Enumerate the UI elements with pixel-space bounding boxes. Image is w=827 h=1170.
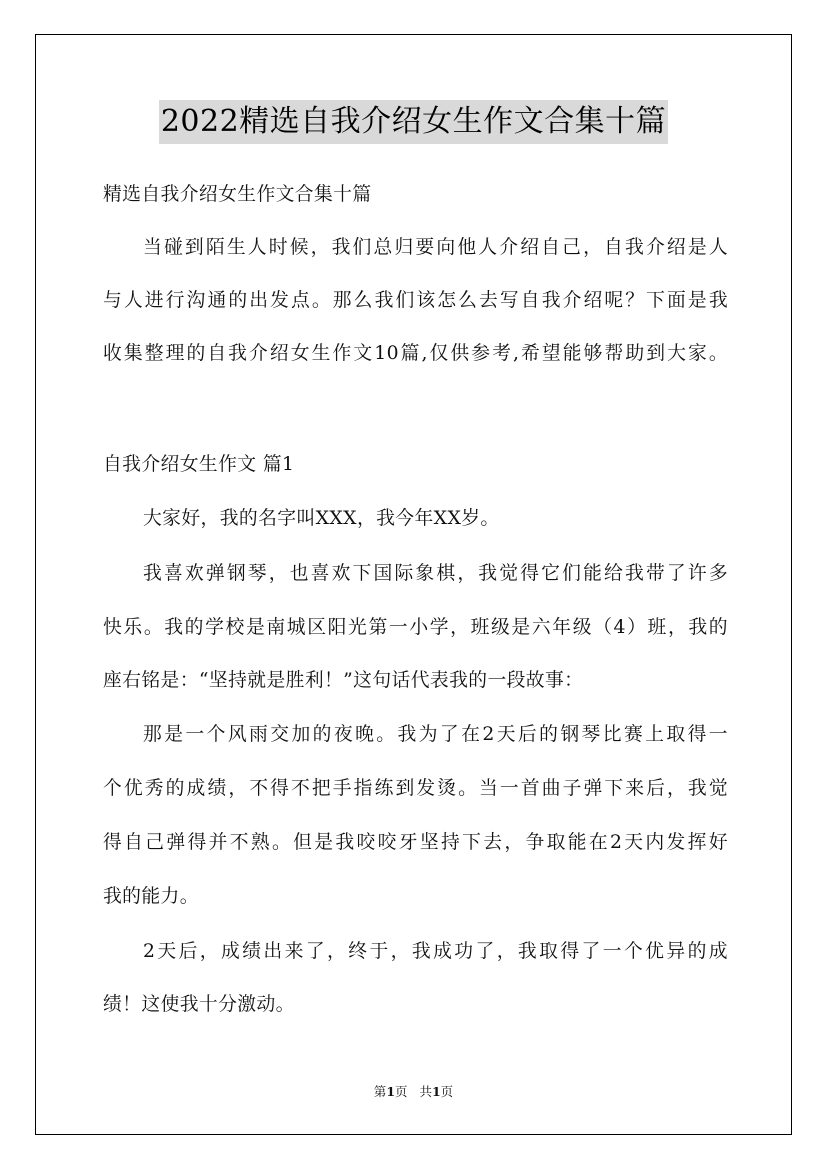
- page-prefix: 第: [373, 1084, 387, 1099]
- intro-line-2: 与人进行沟通的出发点。那么我们该怎么去写自我介绍呢？下面是我: [103, 290, 728, 311]
- total-prefix: 共: [419, 1084, 432, 1099]
- paragraph-3-line-3: 得自己弹得并不熟。但是我咬咬牙坚持下去，争取能在2天内发挥好: [103, 832, 728, 853]
- total-suffix: 页: [440, 1084, 454, 1099]
- paragraph-3-line-2: 个优秀的成绩，不得不把手指练到发烫。当一首曲子弹下来后，我觉: [103, 778, 728, 799]
- current-page-number: 1: [386, 1084, 396, 1099]
- paragraph-4-line-1: 2天后，成绩出来了，终于，我成功了，我取得了一个优异的成: [143, 941, 728, 962]
- page-suffix: 页: [395, 1084, 408, 1099]
- page-number: [374, 1083, 408, 1101]
- section-heading: 自我介绍女生作文 篇1: [103, 454, 295, 475]
- paragraph-4-line-2: 绩！这使我十分激动。: [103, 994, 295, 1015]
- title-container: [0, 100, 827, 144]
- total-pages: [419, 1083, 453, 1101]
- document-title: 2022精选自我介绍女生作文合集十篇: [159, 100, 668, 144]
- total-page-number: 1: [431, 1084, 441, 1099]
- paragraph-3-line-1: 那是一个风雨交加的夜晚。我为了在2天后的钢琴比赛上取得一: [143, 724, 728, 745]
- paragraph-2-line-1: 我喜欢弹钢琴，也喜欢下国际象棋，我觉得它们能给我带了许多: [143, 563, 728, 584]
- page-footer: [0, 1083, 827, 1101]
- paragraph-2-line-2: 快乐。我的学校是南城区阳光第一小学，班级是六年级（4）班，我的: [103, 617, 728, 638]
- paragraph-2-line-3: 座右铭是：“坚持就是胜利！”这句话代表我的一段故事：: [103, 670, 584, 691]
- intro-line-3: 收集整理的自我介绍女生作文10篇,仅供参考,希望能够帮助到大家。: [103, 343, 728, 364]
- document-subtitle: 精选自我介绍女生作文合集十篇: [103, 184, 372, 205]
- paragraph-1: 大家好，我的名字叫XXX，我今年XX岁。: [143, 508, 500, 529]
- paragraph-3-line-4: 我的能力。: [103, 886, 199, 907]
- intro-line-1: 当碰到陌生人时候，我们总归要向他人介绍自己，自我介绍是人: [143, 237, 728, 258]
